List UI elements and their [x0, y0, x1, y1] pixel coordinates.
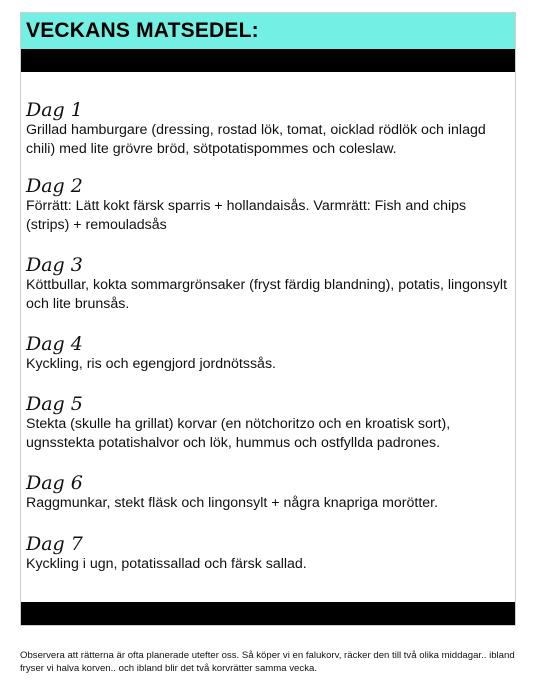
day-7-text: Kyckling i ugn, potatissallad och färsk sallad.: [26, 556, 307, 572]
day-2-text: Förrätt: Lätt kokt färsk sparris + hollandaisås. Varmrätt: Fish and chips (strips) + remouladsås: [26, 198, 467, 233]
day-6-title: Dag 6: [26, 472, 83, 494]
day-5: [26, 393, 509, 472]
day-5-text: Stekta (skulle ha grillat) korvar (en nötchoritzo och en kroatisk sort), ugnsstekta potatishalvor och lök, hummus och ostfyllda padrones.: [26, 416, 451, 451]
day-5-title: Dag 5: [26, 393, 83, 415]
day-3-text: Köttbullar, kokta sommargrönsaker (fryst färdig blandning), potatis, lingonsylt och lite brunsås.: [26, 277, 508, 312]
footer-black-band: [21, 602, 515, 625]
day-4-text: Kyckling, ris och egengjord jordnötssås.: [26, 356, 276, 372]
menu-sheet: [20, 12, 516, 626]
day-4: [26, 333, 509, 393]
day-1: [26, 99, 509, 175]
day-3: [26, 254, 509, 333]
day-2: [26, 175, 509, 254]
day-4-title: Dag 4: [26, 333, 83, 355]
footer-note: Observera att rätterna är ofta planerade utefter oss. Så köper vi en falukorv, räcker den till två olika middagar.. ibland fryser vi halva korven.. och ibland blir det två korvrätter samma vecka.: [20, 650, 515, 674]
title-bar: [21, 13, 515, 49]
day-6-text: Raggmunkar, stekt fläsk och lingonsylt + några knapriga morötter.: [26, 495, 439, 511]
day-7-title: Dag 7: [26, 533, 83, 555]
header-black-band: [21, 49, 515, 72]
day-1-text: Grillad hamburgare (dressing, rostad lök, tomat, oicklad rödlök och inlagd chili) med lite grövre bröd, sötpotatispommes och coleslaw.: [26, 122, 486, 157]
day-2-title: Dag 2: [26, 175, 83, 197]
day-3-title: Dag 3: [26, 254, 83, 276]
day-6: [26, 472, 509, 533]
page-title: VECKANS MATSEDEL:: [26, 19, 259, 42]
day-1-title: Dag 1: [26, 99, 83, 121]
day-list: [26, 99, 509, 579]
day-7: [26, 533, 509, 579]
